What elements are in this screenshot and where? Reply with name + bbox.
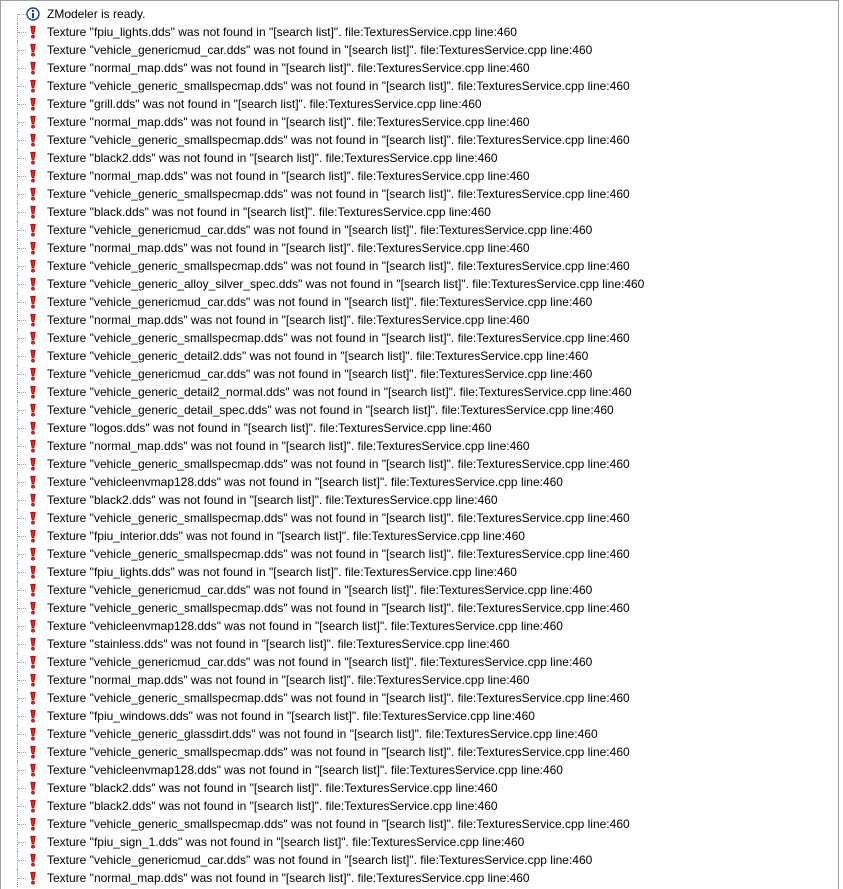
- log-message: Texture "vehicle_generic_smallspecmap.dds" was not found in "[search list]". file:TexturesService.cpp line:460: [47, 331, 630, 345]
- tree-connector-horizontal: [18, 554, 26, 555]
- tree-connector-horizontal: [18, 572, 26, 573]
- log-message: Texture "black2.dds" was not found in "[search list]". file:TexturesService.cpp line:460: [47, 781, 498, 795]
- tree-connector-horizontal: [18, 320, 26, 321]
- error-icon: [26, 457, 40, 471]
- tree-connector-horizontal: [18, 284, 26, 285]
- tree-connector-horizontal: [18, 302, 26, 303]
- log-message: Texture "vehicle_genericmud_car.dds" was not found in "[search list]". file:TexturesService.cpp line:460: [47, 583, 593, 597]
- log-message: Texture "vehicle_generic_smallspecmap.dds" was not found in "[search list]". file:TexturesService.cpp line:460: [47, 511, 630, 525]
- list-item[interactable]: [1, 365, 838, 383]
- list-item[interactable]: [1, 815, 838, 833]
- error-icon: [26, 799, 40, 813]
- log-message: Texture "normal_map.dds" was not found in "[search list]". file:TexturesService.cpp line:460: [47, 871, 530, 885]
- log-message: Texture "normal_map.dds" was not found in "[search list]". file:TexturesService.cpp line:460: [47, 115, 530, 129]
- tree-connector-horizontal: [18, 518, 26, 519]
- log-message: Texture "black2.dds" was not found in "[search list]". file:TexturesService.cpp line:460: [47, 493, 498, 507]
- tree-connector-horizontal: [18, 356, 26, 357]
- log-message: Texture "black.dds" was not found in "[search list]". file:TexturesService.cpp line:460: [47, 205, 491, 219]
- tree-connector-horizontal: [18, 32, 26, 33]
- list-item[interactable]: [1, 113, 838, 131]
- tree-connector-horizontal: [18, 770, 26, 771]
- list-item[interactable]: [1, 527, 838, 545]
- tree-connector-horizontal: [18, 608, 26, 609]
- error-icon: [26, 133, 40, 147]
- list-item[interactable]: [1, 761, 838, 779]
- log-message: Texture "fpiu_lights.dds" was not found in "[search list]". file:TexturesService.cpp line:460: [47, 565, 517, 579]
- error-icon: [26, 241, 40, 255]
- error-icon: [26, 115, 40, 129]
- log-message: Texture "vehicle_generic_smallspecmap.dds" was not found in "[search list]". file:TexturesService.cpp line:460: [47, 817, 630, 831]
- list-item[interactable]: [1, 275, 838, 293]
- tree-connector-horizontal: [18, 626, 26, 627]
- list-item[interactable]: [1, 671, 838, 689]
- list-item[interactable]: [1, 617, 838, 635]
- error-icon: [26, 223, 40, 237]
- list-item[interactable]: [1, 707, 838, 725]
- log-message: Texture "vehicle_genericmud_car.dds" was not found in "[search list]". file:TexturesService.cpp line:460: [47, 295, 593, 309]
- error-icon: [26, 421, 40, 435]
- error-icon: [26, 169, 40, 183]
- log-message: Texture "vehicle_genericmud_car.dds" was not found in "[search list]". file:TexturesService.cpp line:460: [47, 223, 593, 237]
- list-item[interactable]: [1, 419, 838, 437]
- log-message: ZModeler is ready.: [47, 7, 146, 21]
- log-message: Texture "vehicle_generic_detail_spec.dds" was not found in "[search list]". file:TexturesService.cpp line:460: [47, 403, 614, 417]
- error-icon: [26, 151, 40, 165]
- error-icon: [26, 781, 40, 795]
- tree-connector-horizontal: [18, 392, 26, 393]
- tree-connector-horizontal: [18, 446, 26, 447]
- log-message: Texture "vehicle_generic_smallspecmap.dds" was not found in "[search list]". file:TexturesService.cpp line:460: [47, 691, 630, 705]
- error-icon: [26, 673, 40, 687]
- log-message: Texture "vehicle_generic_detail2.dds" was not found in "[search list]". file:TexturesService.cpp line:460: [47, 349, 589, 363]
- error-icon: [26, 205, 40, 219]
- error-icon: [26, 97, 40, 111]
- log-message: Texture "vehicle_generic_smallspecmap.dds" was not found in "[search list]". file:TexturesService.cpp line:460: [47, 133, 630, 147]
- tree-connector-horizontal: [18, 338, 26, 339]
- list-item[interactable]: [1, 635, 838, 653]
- log-message: Texture "vehicle_generic_smallspecmap.dds" was not found in "[search list]". file:TexturesService.cpp line:460: [47, 259, 630, 273]
- list-item[interactable]: [1, 437, 838, 455]
- list-item[interactable]: [1, 347, 838, 365]
- info-icon: [26, 7, 40, 21]
- list-item[interactable]: [1, 239, 838, 257]
- log-message: Texture "vehicle_generic_smallspecmap.dds" was not found in "[search list]". file:TexturesService.cpp line:460: [47, 79, 630, 93]
- list-item[interactable]: [1, 581, 838, 599]
- tree-connector-horizontal: [18, 194, 26, 195]
- log-message: Texture "normal_map.dds" was not found in "[search list]". file:TexturesService.cpp line:460: [47, 241, 530, 255]
- log-message: Texture "black2.dds" was not found in "[search list]". file:TexturesService.cpp line:460: [47, 799, 498, 813]
- list-item[interactable]: [1, 653, 838, 671]
- list-item[interactable]: [1, 743, 838, 761]
- error-icon: [26, 763, 40, 777]
- list-item[interactable]: [1, 455, 838, 473]
- list-item[interactable]: [1, 689, 838, 707]
- error-icon: [26, 61, 40, 75]
- list-item[interactable]: [1, 95, 838, 113]
- error-icon: [26, 691, 40, 705]
- log-message: Texture "vehicle_generic_smallspecmap.dds" was not found in "[search list]". file:TexturesService.cpp line:460: [47, 601, 630, 615]
- list-item[interactable]: [1, 851, 838, 869]
- list-item[interactable]: [1, 311, 838, 329]
- error-icon: [26, 439, 40, 453]
- error-icon: [26, 835, 40, 849]
- list-item[interactable]: [1, 563, 838, 581]
- list-item[interactable]: [1, 725, 838, 743]
- log-message: Texture "vehicleenvmap128.dds" was not found in "[search list]". file:TexturesService.cpp line:460: [47, 619, 563, 633]
- log-message: Texture "vehicle_genericmud_car.dds" was not found in "[search list]". file:TexturesService.cpp line:460: [47, 655, 593, 669]
- error-icon: [26, 43, 40, 57]
- list-item[interactable]: [1, 293, 838, 311]
- log-message: Texture "vehicle_generic_smallspecmap.dds" was not found in "[search list]". file:TexturesService.cpp line:460: [47, 547, 630, 561]
- tree-connector-horizontal: [18, 680, 26, 681]
- tree-connector-horizontal: [18, 464, 26, 465]
- tree-connector-horizontal: [18, 500, 26, 501]
- tree-connector-horizontal: [18, 158, 26, 159]
- error-icon: [26, 655, 40, 669]
- log-message: Texture "normal_map.dds" was not found in "[search list]". file:TexturesService.cpp line:460: [47, 61, 530, 75]
- error-icon: [26, 529, 40, 543]
- list-item[interactable]: [1, 545, 838, 563]
- list-item[interactable]: [1, 473, 838, 491]
- log-message: Texture "vehicle_genericmud_car.dds" was not found in "[search list]". file:TexturesService.cpp line:460: [47, 367, 593, 381]
- error-icon: [26, 565, 40, 579]
- error-icon: [26, 709, 40, 723]
- error-icon: [26, 637, 40, 651]
- tree-connector-horizontal: [18, 176, 26, 177]
- error-icon: [26, 25, 40, 39]
- log-message: Texture "normal_map.dds" was not found in "[search list]". file:TexturesService.cpp line:460: [47, 169, 530, 183]
- error-icon: [26, 385, 40, 399]
- error-icon: [26, 295, 40, 309]
- tree-connector-horizontal: [18, 698, 26, 699]
- log-message: Texture "stainless.dds" was not found in "[search list]". file:TexturesService.cpp line:460: [47, 637, 510, 651]
- log-message: Texture "vehicle_generic_glassdirt.dds" was not found in "[search list]". file:TexturesService.cpp line:460: [47, 727, 598, 741]
- error-icon: [26, 745, 40, 759]
- tree-connector-horizontal: [18, 14, 26, 15]
- list-item[interactable]: [1, 5, 838, 23]
- log-message: Texture "vehicle_genericmud_car.dds" was not found in "[search list]". file:TexturesService.cpp line:460: [47, 853, 593, 867]
- list-item[interactable]: [1, 833, 838, 851]
- tree-connector-horizontal: [18, 68, 26, 69]
- error-icon: [26, 727, 40, 741]
- log-message: Texture "fpiu_windows.dds" was not found in "[search list]". file:TexturesService.cpp line:460: [47, 709, 535, 723]
- error-icon: [26, 583, 40, 597]
- tree-connector-vertical: [17, 14, 18, 23]
- error-icon: [26, 349, 40, 363]
- tree-connector-horizontal: [18, 644, 26, 645]
- error-icon: [26, 601, 40, 615]
- tree-connector-horizontal: [18, 734, 26, 735]
- log-message: Texture "black2.dds" was not found in "[search list]". file:TexturesService.cpp line:460: [47, 151, 498, 165]
- list-item[interactable]: [1, 221, 838, 239]
- tree-connector-horizontal: [18, 590, 26, 591]
- list-item[interactable]: [1, 599, 838, 617]
- log-message: Texture "vehicle_generic_detail2_normal.dds" was not found in "[search list]". file:TexturesService.cpp line:460: [47, 385, 632, 399]
- log-message: Texture "fpiu_interior.dds" was not found in "[search list]". file:TexturesService.cpp line:460: [47, 529, 525, 543]
- tree-connector-horizontal: [18, 824, 26, 825]
- tree-connector-horizontal: [18, 248, 26, 249]
- error-icon: [26, 331, 40, 345]
- log-message: Texture "vehicle_generic_alloy_silver_spec.dds" was not found in "[search list]". file:TexturesService.cpp line:460: [47, 277, 645, 291]
- log-message: Texture "normal_map.dds" was not found in "[search list]". file:TexturesService.cpp line:460: [47, 439, 530, 453]
- tree-connector-horizontal: [18, 806, 26, 807]
- tree-connector-horizontal: [18, 662, 26, 663]
- list-item[interactable]: [1, 491, 838, 509]
- log-message: Texture "normal_map.dds" was not found in "[search list]". file:TexturesService.cpp line:460: [47, 673, 530, 687]
- tree-connector-horizontal: [18, 716, 26, 717]
- log-message: Texture "logos.dds" was not found in "[search list]". file:TexturesService.cpp line:460: [47, 421, 492, 435]
- error-icon: [26, 475, 40, 489]
- log-message: Texture "vehicleenvmap128.dds" was not found in "[search list]". file:TexturesService.cpp line:460: [47, 475, 563, 489]
- log-message: Texture "vehicle_generic_smallspecmap.dds" was not found in "[search list]". file:TexturesService.cpp line:460: [47, 187, 630, 201]
- tree-connector-horizontal: [18, 878, 26, 879]
- log-message: Texture "grill.dds" was not found in "[search list]". file:TexturesService.cpp line:460: [47, 97, 482, 111]
- log-message: Texture "vehicle_generic_smallspecmap.dds" was not found in "[search list]". file:TexturesService.cpp line:460: [47, 745, 630, 759]
- list-item[interactable]: [1, 41, 838, 59]
- list-item[interactable]: [1, 779, 838, 797]
- list-item[interactable]: [1, 383, 838, 401]
- list-item[interactable]: [1, 59, 838, 77]
- log-message: Texture "vehicle_genericmud_car.dds" was not found in "[search list]". file:TexturesService.cpp line:460: [47, 43, 593, 57]
- error-icon: [26, 547, 40, 561]
- tree-connector-horizontal: [18, 212, 26, 213]
- tree-connector-horizontal: [18, 230, 26, 231]
- tree-connector-horizontal: [18, 482, 26, 483]
- list-item[interactable]: [1, 329, 838, 347]
- log-message: Texture "normal_map.dds" was not found in "[search list]". file:TexturesService.cpp line:460: [47, 313, 530, 327]
- error-icon: [26, 403, 40, 417]
- error-icon: [26, 493, 40, 507]
- log-list: [1, 5, 838, 887]
- error-icon: [26, 313, 40, 327]
- error-icon: [26, 79, 40, 93]
- list-item[interactable]: [1, 509, 838, 527]
- list-item[interactable]: [1, 77, 838, 95]
- log-message: Texture "fpiu_lights.dds" was not found in "[search list]". file:TexturesService.cpp line:460: [47, 25, 517, 39]
- list-item[interactable]: [1, 149, 838, 167]
- error-icon: [26, 619, 40, 633]
- error-icon: [26, 511, 40, 525]
- tree-connector-horizontal: [18, 842, 26, 843]
- tree-connector-horizontal: [18, 752, 26, 753]
- tree-connector-horizontal: [18, 428, 26, 429]
- tree-connector-horizontal: [18, 104, 26, 105]
- tree-connector-horizontal: [18, 788, 26, 789]
- tree-connector-horizontal: [18, 536, 26, 537]
- error-icon: [26, 277, 40, 291]
- list-item[interactable]: [1, 797, 838, 815]
- tree-connector-horizontal: [18, 374, 26, 375]
- error-icon: [26, 853, 40, 867]
- log-message: Texture "vehicle_generic_smallspecmap.dds" was not found in "[search list]". file:TexturesService.cpp line:460: [47, 457, 630, 471]
- tree-connector-horizontal: [18, 860, 26, 861]
- log-message: Texture "fpiu_sign_1.dds" was not found in "[search list]". file:TexturesService.cpp line:460: [47, 835, 525, 849]
- list-item[interactable]: [1, 203, 838, 221]
- list-item[interactable]: [1, 185, 838, 203]
- list-item[interactable]: [1, 131, 838, 149]
- tree-connector-horizontal: [18, 86, 26, 87]
- error-icon: [26, 187, 40, 201]
- list-item[interactable]: [1, 23, 838, 41]
- log-message: Texture "vehicleenvmap128.dds" was not found in "[search list]". file:TexturesService.cpp line:460: [47, 763, 563, 777]
- tree-connector-horizontal: [18, 140, 26, 141]
- error-icon: [26, 367, 40, 381]
- list-item[interactable]: [1, 401, 838, 419]
- list-item[interactable]: [1, 257, 838, 275]
- tree-connector-horizontal: [18, 50, 26, 51]
- tree-connector-horizontal: [18, 410, 26, 411]
- error-icon: [26, 259, 40, 273]
- list-item[interactable]: [1, 869, 838, 887]
- tree-connector-horizontal: [18, 266, 26, 267]
- list-item[interactable]: [1, 167, 838, 185]
- tree-connector-horizontal: [18, 122, 26, 123]
- error-icon: [26, 871, 40, 885]
- error-icon: [26, 817, 40, 831]
